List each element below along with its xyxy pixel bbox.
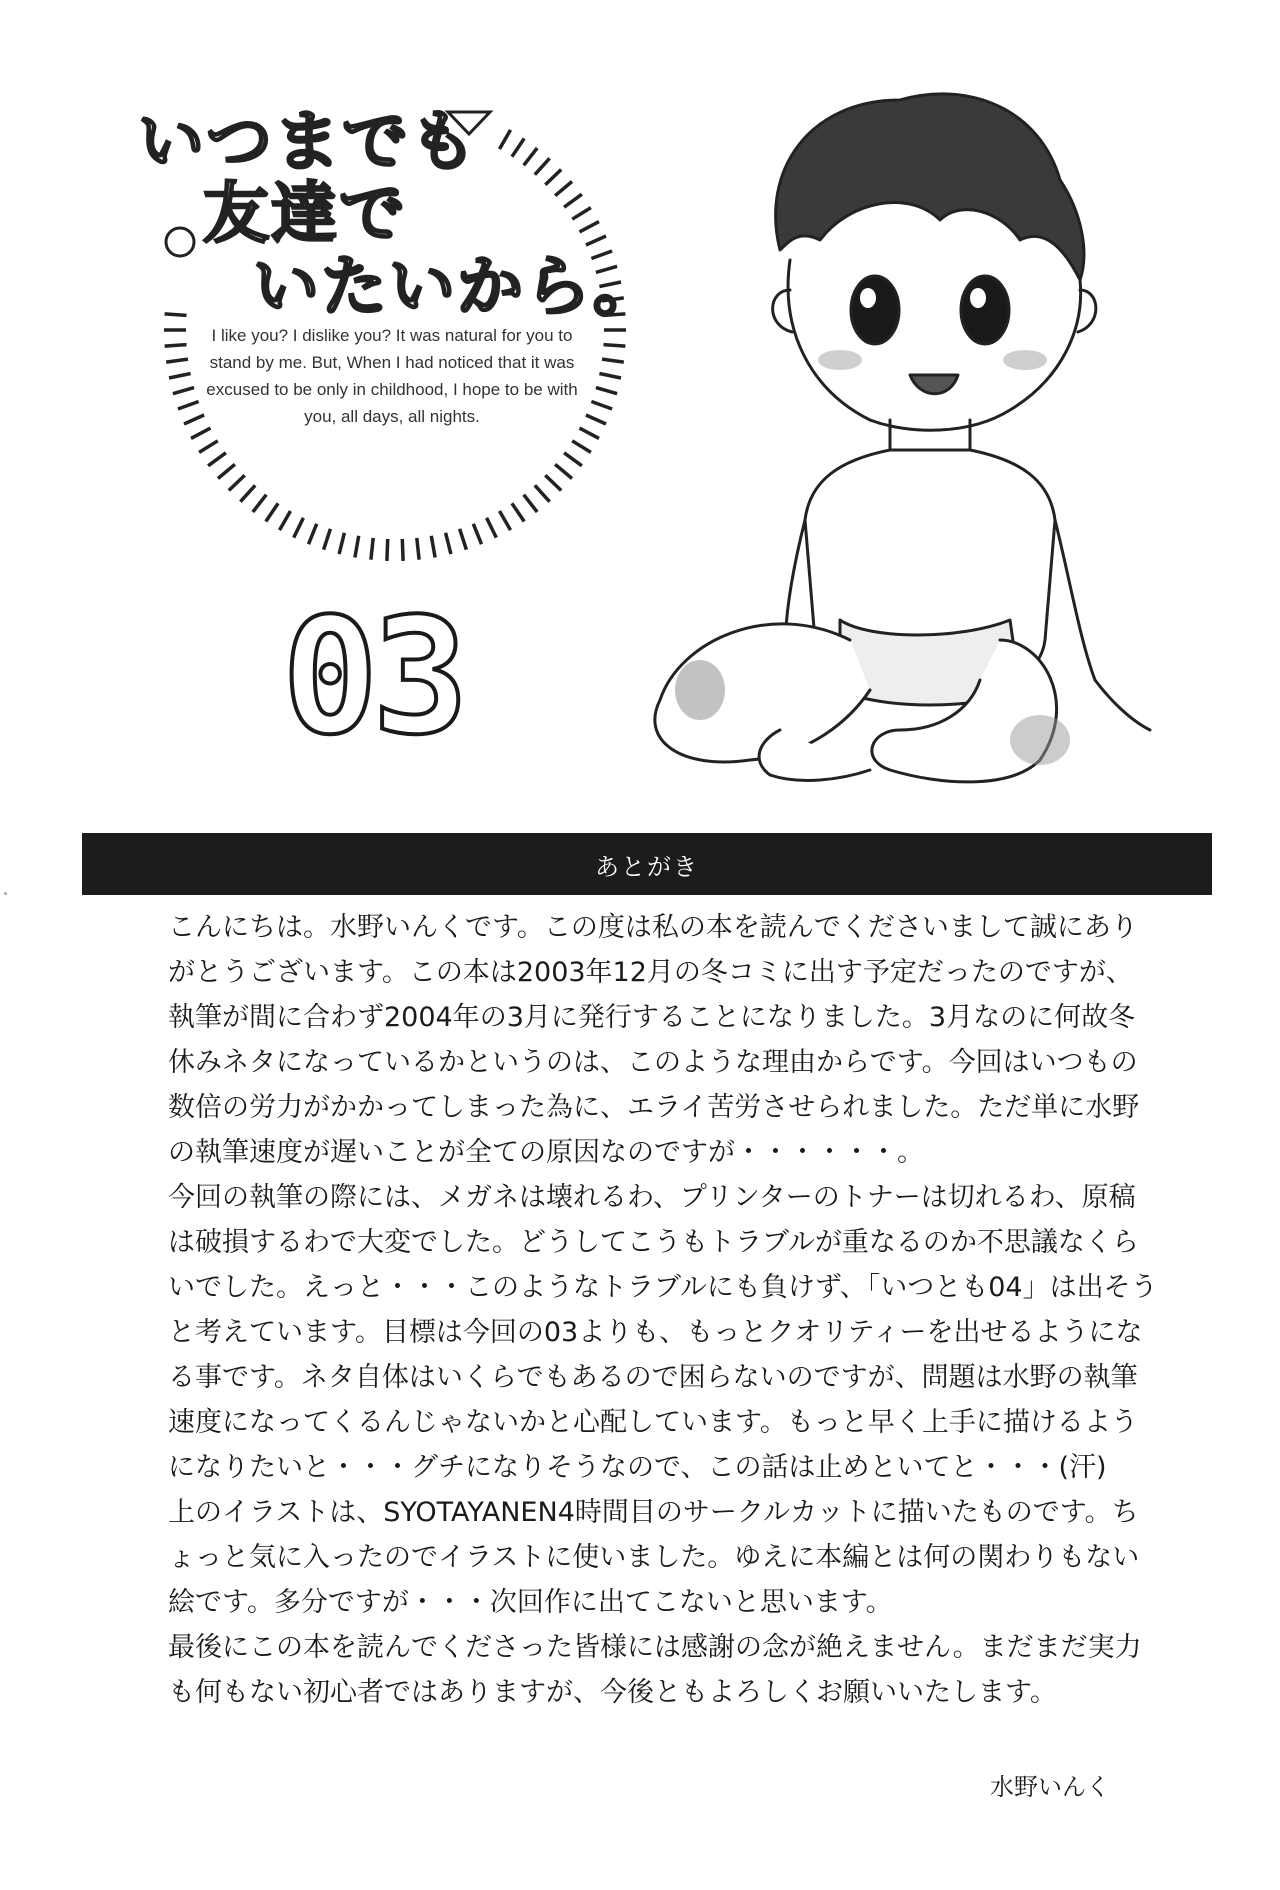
ring-dash xyxy=(339,533,344,554)
ring-dash xyxy=(500,130,511,149)
ring-dash xyxy=(417,538,419,560)
ring-dash xyxy=(280,511,291,530)
circle-marker-icon xyxy=(166,228,194,256)
ring-dash xyxy=(535,158,550,174)
ring-dash xyxy=(240,485,255,501)
ring-dash xyxy=(572,208,591,220)
ring-dash xyxy=(218,464,235,478)
ring-dash xyxy=(446,533,451,554)
ring-dash xyxy=(199,441,218,453)
ring-dash xyxy=(545,475,561,490)
ring-dash xyxy=(512,503,524,521)
ring-dash xyxy=(355,536,359,558)
ring-dash xyxy=(173,388,194,394)
title-line-1: いつまでも xyxy=(138,103,478,180)
ring-dash xyxy=(208,453,226,466)
ring-dash xyxy=(253,495,266,512)
ring-dash xyxy=(586,415,606,424)
ring-dash xyxy=(564,194,582,207)
ring-dash xyxy=(555,464,572,478)
ring-dash xyxy=(535,485,550,501)
scan-speck xyxy=(4,892,7,895)
ring-dash xyxy=(169,374,191,379)
ring-dash xyxy=(599,374,621,379)
ring-dash xyxy=(165,345,187,347)
author-signature: 水野いんく xyxy=(990,1773,1110,1801)
title-line-2: 友達で xyxy=(203,175,407,252)
afterword-heading: あとがき xyxy=(595,852,699,881)
ring-dash xyxy=(512,139,524,157)
ring-dash xyxy=(431,536,435,558)
ring-dash xyxy=(524,495,538,512)
ring-dash xyxy=(324,529,331,550)
afterword-paragraph-3: 上のイラストは、SYOTAYANEN4時間目のサークルカットに描いたものです。ちょっと気に入ったのでイラストに使いました。ゆえに本編とは何の関わりもない絵です。多分ですが・・・次回作に出てこないと思います。 xyxy=(168,1497,1140,1618)
afterword-paragraph-2: 今回の執筆の際には、メガネは壊れるわ、プリンターのトナーは切れるわ、原稿は破損するわで大変でした。どうしてこうもトラブルが重なるのか不思議なくらいでした。えっと・・・このようなトラブルにも負けず、「いつとも04」は出そうと考えています。目標は今回の03よりも、もっとクオリティーを出せるようになる事です。ネタ自体はいくらでもあるので困らないのですが、問題は水野の執筆速度になってくるんじゃないかと心配しています。もっと早く上手に描けるようになりたいと・・・グチになりそうなので、この話は止めといてと・・・(汗) xyxy=(168,1182,1158,1483)
afterword-paragraph-1: こんにちは。水野いんくです。この度は私の本を読んでくださいまして誠にありがとうございます。この本は2003年12月の冬コミに出す予定だったのですが、執筆が間に合わず2004年の3月に発行することになりました。3月なのに何故冬休みネタになっているかというのは、このような理由からです。今回はいつもの数倍の労力がかかってしまった為に、エライ苦労させられました。ただ単に水野の執筆速度が遅いことが全ての原因なのですが・・・・・・。 xyxy=(168,912,1140,1168)
ring-dash xyxy=(572,441,591,453)
ring-dash xyxy=(596,388,617,394)
ring-dash xyxy=(402,539,403,561)
character-illustration xyxy=(640,40,1240,800)
ring-dash xyxy=(602,359,624,362)
ring-dash xyxy=(564,453,582,466)
lead-english-text: I like you? I dislike you? It was natural for you to stand by me. But, When I had noticed that it was excused to be only in childhood, I hope to be with you, all days, all nights. xyxy=(206,326,578,426)
ring-dash xyxy=(487,518,497,538)
ring-dash xyxy=(371,538,373,560)
ring-dash xyxy=(524,148,538,165)
ring-dash xyxy=(309,524,317,544)
ring-dash xyxy=(387,539,388,561)
ring-dash xyxy=(229,475,245,490)
title-line-3: いたいから。 xyxy=(253,248,661,325)
ring-dash xyxy=(266,503,278,521)
afterword-header xyxy=(82,833,1212,895)
ring-dash xyxy=(473,524,481,544)
ring-dash xyxy=(545,170,561,185)
ring-dash xyxy=(591,402,612,410)
ring-dash xyxy=(500,511,511,530)
issue-number: 03 xyxy=(282,583,463,770)
ring-dash xyxy=(165,314,187,316)
ring-dash xyxy=(294,518,304,538)
ring-dash xyxy=(580,222,600,232)
ring-dash xyxy=(166,359,188,362)
ring-dash xyxy=(460,529,467,550)
afterword-paragraph-4: 最後にこの本を読んでくださった皆様には感謝の念が絶えません。まだまだ実力も何もない初心者ではありますが、今後ともよろしくお願いいたします。 xyxy=(168,1632,1142,1708)
afterword-body xyxy=(168,905,1158,1715)
ring-dash xyxy=(555,182,572,196)
ring-dash xyxy=(604,345,626,347)
